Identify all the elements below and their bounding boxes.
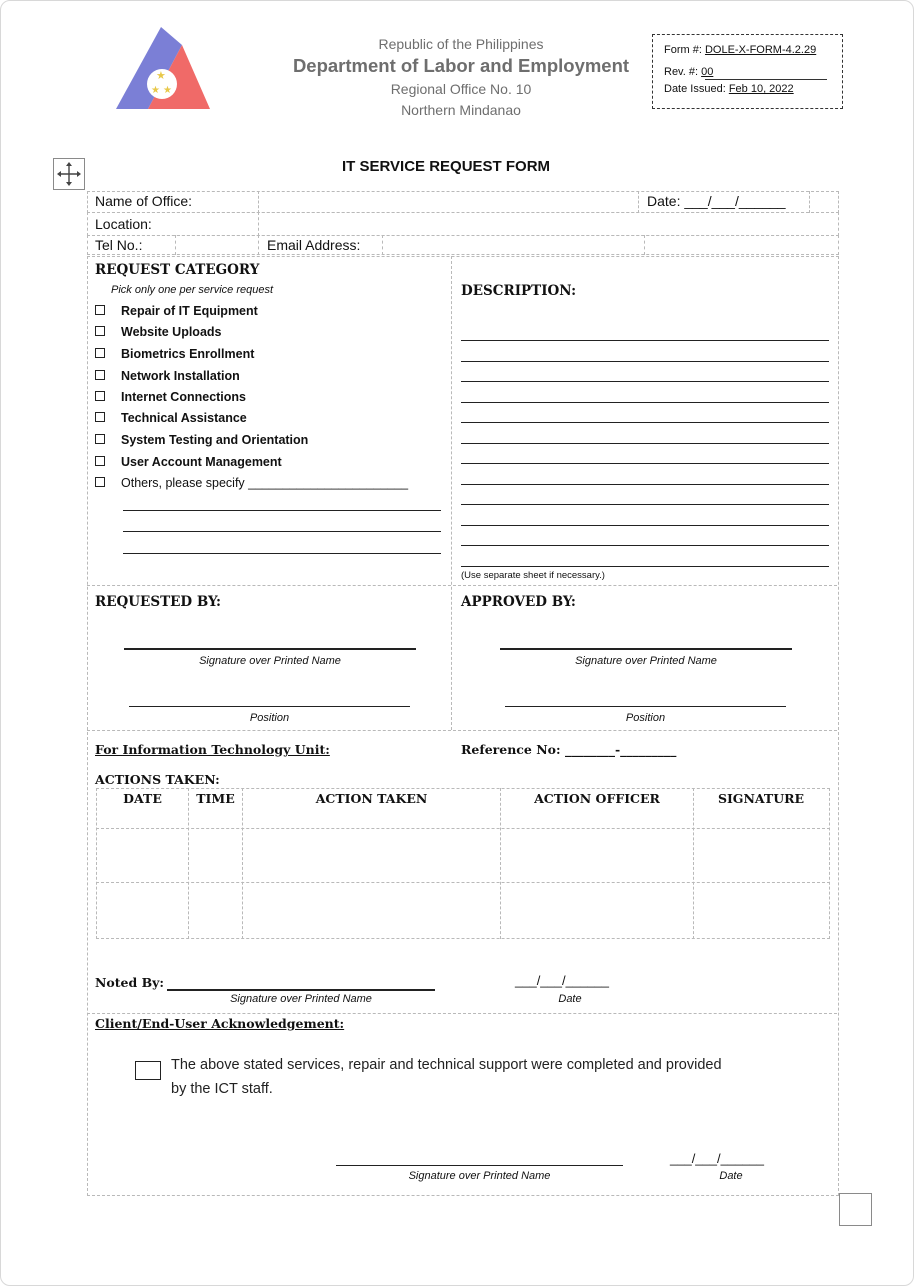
table-row[interactable] <box>97 829 828 881</box>
name-of-office-field[interactable] <box>259 192 637 211</box>
checkbox-icon[interactable] <box>95 412 105 422</box>
approved-by-position-line[interactable] <box>505 706 786 707</box>
description-field[interactable] <box>461 321 829 571</box>
acknowledgement-date-field[interactable]: ___/___/______ <box>670 1151 764 1166</box>
form-number-value: DOLE-X-FORM-4.2.29 <box>704 44 817 56</box>
tel-no-label: Tel No.: <box>95 237 143 253</box>
dole-logo <box>114 27 212 111</box>
move-icon <box>54 159 84 189</box>
rev-value: 00 <box>701 66 714 78</box>
checkbox-icon[interactable] <box>95 326 105 336</box>
header-department: Department of Labor and Employment <box>292 55 630 76</box>
column-date: DATE <box>123 791 162 806</box>
checkbox-icon[interactable] <box>95 348 105 358</box>
checkbox-icon[interactable] <box>95 391 105 401</box>
requested-by-position-caption: Position <box>249 712 290 724</box>
location-label: Location: <box>95 216 152 232</box>
noted-by-signature-caption: Signature over Printed Name <box>230 993 372 1005</box>
date-issued-label: Date Issued: <box>664 83 726 95</box>
checkbox-icon[interactable] <box>95 370 105 380</box>
category-technical-assistance[interactable]: Technical Assistance <box>95 411 247 425</box>
category-internet[interactable]: Internet Connections <box>95 390 246 404</box>
description-note: (Use separate sheet if necessary.) <box>461 570 605 581</box>
noted-by-signature-line[interactable] <box>167 989 435 991</box>
requested-by-position-line[interactable] <box>129 706 410 707</box>
column-signature: SIGNATURE <box>717 791 805 806</box>
tel-no-field[interactable] <box>176 236 257 253</box>
table-move-handle[interactable] <box>53 158 85 190</box>
table-row[interactable] <box>97 883 828 937</box>
location-field[interactable] <box>259 213 835 234</box>
category-network[interactable]: Network Installation <box>95 369 240 383</box>
acknowledgement-heading: Client/End-User Acknowledgement: <box>95 1016 345 1031</box>
date-issued-value: Feb 10, 2022 <box>728 83 794 95</box>
noted-by-label: Noted By: <box>95 975 165 990</box>
name-of-office-label: Name of Office: <box>95 193 193 209</box>
form-info-box <box>652 34 843 109</box>
form-number-label: Form #: <box>664 44 702 56</box>
description-heading: DESCRIPTION: <box>461 283 577 299</box>
request-category-heading: REQUEST CATEGORY <box>95 262 260 278</box>
approved-by-signature-caption: Signature over Printed Name <box>575 655 717 667</box>
category-repair[interactable]: Repair of IT Equipment <box>95 304 258 318</box>
checkbox-icon[interactable] <box>95 305 105 315</box>
acknowledgement-statement-line1: The above stated services, repair and technical support were completed and provided <box>171 1057 722 1073</box>
approved-by-signature-line[interactable] <box>500 648 792 650</box>
date-field[interactable]: Date: ___/___/______ <box>647 193 786 209</box>
requested-by-signature-caption: Signature over Printed Name <box>199 655 341 667</box>
acknowledgement-signature-caption: Signature over Printed Name <box>408 1170 551 1182</box>
acknowledgement-signature-line[interactable] <box>336 1165 623 1166</box>
column-time: TIME <box>196 791 235 806</box>
email-field[interactable] <box>383 236 643 253</box>
approved-by-heading: APPROVED BY: <box>461 594 576 610</box>
svg-text:★: ★ <box>163 85 172 96</box>
header-region: Northern Mindanao <box>401 102 521 118</box>
it-unit-heading: For Information Technology Unit: <box>95 742 330 757</box>
email-label: Email Address: <box>267 237 361 253</box>
requested-by-signature-line[interactable] <box>124 648 416 650</box>
checkbox-icon[interactable] <box>95 477 105 487</box>
rev-label: Rev. #: <box>664 66 699 78</box>
request-category-hint: Pick only one per service request <box>111 284 274 296</box>
checkbox-icon[interactable] <box>95 456 105 466</box>
form-title: IT SERVICE REQUEST FORM <box>341 158 551 175</box>
category-website-uploads[interactable]: Website Uploads <box>95 325 221 339</box>
noted-by-date-caption: Date <box>558 993 582 1005</box>
reference-number[interactable]: Reference No: ________-_________ <box>461 742 677 757</box>
acknowledgement-statement-line2: by the ICT staff. <box>171 1081 273 1097</box>
actions-taken-heading: ACTIONS TAKEN: <box>95 772 220 787</box>
acknowledgement-checkbox[interactable] <box>135 1061 161 1080</box>
header-republic: Republic of the Philippines <box>378 36 544 52</box>
checkbox-icon[interactable] <box>95 434 105 444</box>
noted-by-date-field[interactable]: ___/___/______ <box>515 973 609 988</box>
table-resize-handle[interactable] <box>839 1193 872 1226</box>
category-others[interactable]: Others, please specify _______________________ <box>95 476 408 490</box>
column-action-officer: ACTION OFFICER <box>534 791 660 806</box>
category-biometrics[interactable]: Biometrics Enrollment <box>95 347 254 361</box>
svg-text:★: ★ <box>151 85 160 96</box>
acknowledgement-date-caption: Date <box>719 1170 743 1182</box>
category-user-account[interactable]: User Account Management <box>95 455 282 469</box>
column-action-taken: ACTION TAKEN <box>315 791 428 806</box>
svg-text:★: ★ <box>156 69 166 82</box>
approved-by-position-caption: Position <box>625 712 666 724</box>
header-regional-office: Regional Office No. 10 <box>390 81 532 97</box>
category-system-testing[interactable]: System Testing and Orientation <box>95 433 308 447</box>
requested-by-heading: REQUESTED BY: <box>95 594 221 610</box>
